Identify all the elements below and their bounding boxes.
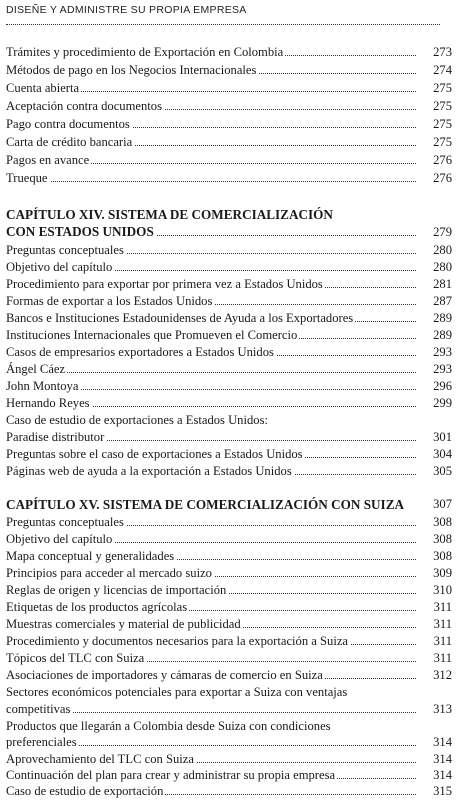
toc-entry: Asociaciones de importadores y cámaras de comercio en Suiza 312 — [6, 668, 452, 682]
toc-entry: Procedimiento y documentos necesarios para la exportación a Suiza 311 — [6, 634, 452, 648]
toc-entry: Trueque 276 — [6, 171, 452, 185]
toc-entry: Trámites y procedimiento de Exportación en Colombia 273 — [6, 45, 452, 59]
toc-entry: Pago contra documentos 275 — [6, 117, 452, 131]
toc-entry: preferenciales 314 — [6, 735, 452, 749]
running-header-title: DISEÑE Y ADMINISTRE SU PROPIA EMPRESA — [6, 4, 247, 16]
toc-entry: John Montoya 296 — [6, 379, 452, 393]
toc-entry: Productos que llegarán a Colombia desde Suiza con condiciones — [6, 719, 331, 733]
running-header — [6, 4, 450, 22]
chapter-heading — [6, 496, 452, 513]
toc-entry: Preguntas sobre el caso de exportaciones a Estados Unidos 304 — [6, 447, 452, 461]
toc-entry: Bancos e Instituciones Estadounidenses de Ayuda a los Exportadores 289 — [6, 311, 452, 325]
toc-entry: Hernando Reyes 299 — [6, 396, 452, 410]
toc-entry: competitivas 313 — [6, 702, 452, 716]
toc-entry: Mapa conceptual y generalidades 308 — [6, 549, 452, 563]
toc-entry: Formas de exportar a los Estados Unidos 287 — [6, 294, 452, 308]
toc-entry: Caso de estudio de exportación 315 — [6, 784, 452, 798]
toc-entry: Caso de estudio de exportaciones a Estados Unidos: — [6, 413, 268, 427]
toc-entry: Preguntas conceptuales 280 — [6, 243, 452, 257]
toc-entry: Paradise distributor 301 — [6, 430, 452, 444]
chapter-page: 307 — [433, 497, 452, 511]
toc-entry: Objetivo del capítulo 308 — [6, 532, 452, 546]
toc-entry: Pagos en avance 276 — [6, 153, 452, 167]
chapter-title-line1: CAPÍTULO XV. SISTEMA DE COMERCIALIZACIÓN CON SUIZA — [6, 497, 405, 512]
toc-entry: Tópicos del TLC con Suiza 311 — [6, 651, 452, 665]
toc-entry: Reglas de origen y licencias de importación 310 — [6, 583, 452, 597]
toc-entry: Etiquetas de los productos agrícolas 311 — [6, 600, 452, 614]
toc-entry: Muestras comerciales y material de publicidad 311 — [6, 617, 452, 631]
toc-entry: Sectores económicos potenciales para exportar a Suiza con ventajas — [6, 685, 348, 699]
chapter-heading — [6, 206, 452, 223]
toc-entry: Principios para acceder al mercado suizo 309 — [6, 566, 452, 580]
toc-entry: Ángel Cáez 293 — [6, 362, 452, 376]
chapter-page: 279 — [433, 225, 452, 239]
toc-entry: Aceptación contra documentos 275 — [6, 99, 452, 113]
toc-entry: Objetivo del capítulo 280 — [6, 260, 452, 274]
chapter-title-line1: CAPÍTULO XIV. SISTEMA DE COMERCIALIZACIÓN — [6, 207, 333, 222]
toc-entry: Métodos de pago en los Negocios Internacionales 274 — [6, 63, 452, 77]
chapter-title-line2: CON ESTADOS UNIDOS — [6, 224, 154, 239]
chapter-heading-line2 — [6, 224, 452, 240]
toc-entry: Cuenta abierta 275 — [6, 81, 452, 95]
header-rule — [6, 24, 440, 25]
toc-entry: Páginas web de ayuda a la exportación a Estados Unidos 305 — [6, 464, 452, 478]
toc-entry: Preguntas conceptuales 308 — [6, 515, 452, 529]
toc-entry: Carta de crédito bancaria 275 — [6, 135, 452, 149]
toc-entry: Procedimiento para exportar por primera vez a Estados Unidos 281 — [6, 277, 452, 291]
toc-entry: Aprovechamiento del TLC con Suiza 314 — [6, 752, 452, 766]
toc-entry: Casos de empresarios exportadores a Estados Unidos 293 — [6, 345, 452, 359]
toc-entry: Continuación del plan para crear y administrar su propia empresa 314 — [6, 768, 452, 782]
toc-entry: Instituciones Internacionales que Promueven el Comercio 289 — [6, 328, 452, 342]
